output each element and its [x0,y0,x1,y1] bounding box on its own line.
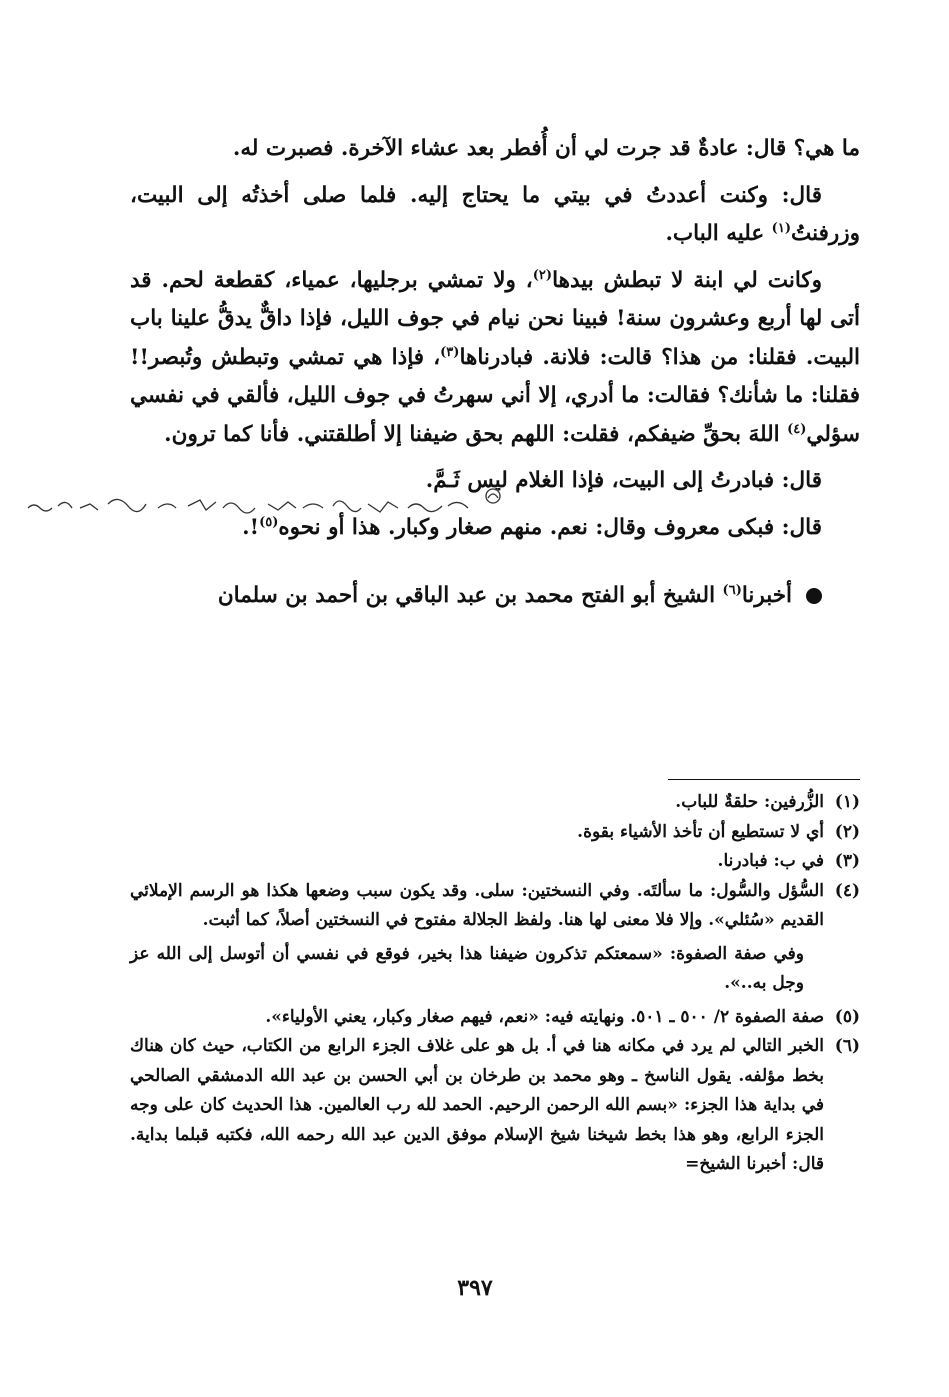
footnote-1 [130,788,860,818]
paragraph-2 [130,177,860,254]
main-text [130,130,860,616]
paragraph-3 [130,262,860,455]
handwritten-margin-note [18,478,518,526]
footnote-number: (٤) [834,880,860,901]
footnote-text: السُّؤل والسُّول: ما سألتَه. وفي النسختين: سلى. وقد يكون سبب وضعها هكذا هو الرسم الإملائي القديم «سُئلي». وإلا فلا معنى لها هنا. ولفظ الجلالة مفتوح في النسختين أصلاً، كما أثبت. [130,880,824,930]
footnote-ref-5[interactable]: (٥) [259,514,279,530]
paragraph-5-text: قال: فبكى معروف وقال: نعم. منهم صغار وكبار. هذا أو نحوه [278,514,822,540]
paragraph-3-text-2: ، ولا تمشي برجليها، عمياء، كقطعة لحم. قد أتى لها أربع وعشرون سنة! فبينا نحن نيام في جوف الليل، فإذا داقٌّ يدقُّ علينا باب البيت. فقلنا: من هذا؟ قالت: فلانة. فبادرناها [130,267,860,370]
footnote-text: أي لا تستطيع أن تأخذ الأشياء بقوة. [577,821,824,842]
footnote-4-continuation [130,940,860,999]
footnote-3 [130,847,860,877]
footnote-text: في ب: فبادرنا. [717,851,824,871]
page-number: ٣٩٧ [457,1275,493,1301]
footnote-number: (٥) [834,1006,860,1027]
paragraph-2-text: قال: وكنت أعددتُ في بيتي ما يحتاج إليه. فلما صلى أخذتُه إلى البيت، وزرفنتُ [130,182,860,246]
paragraph-1-text: ما هي؟ قال: عادةٌ قد جرت لي أن أُفطر بعد عشاء الآخرة. فصبرت له. [232,136,860,161]
footnote-ref-4[interactable]: (٤) [787,421,807,437]
footnote-2 [130,818,860,848]
footnote-text: الزُّرفين: حلقةٌ للباب. [675,792,824,812]
footnote-text: صفة الصفوة ٢/ ٥٠٠ ـ ٥٠١. ونهايته فيه: «نعم، فيهم صغار وكبار، يعني الأولياء». [265,1006,824,1027]
footnote-text: الخبر التالي لم يرد في مكانه هنا في أ. بل هو على غلاف الجزء الرابع من الكتاب، حيث كان هناك بخط مؤلفه. يقول الناسخ ـ وهو محمد بن طرخان بن أبي الحسن بن عبد الله الدمشقي الصالحي في بداية هذا الجزء: «بسم الله الرحمن الرحيم. الحمد لله رب العالمين. هذا الحديث كان على وجه الجزء الرابع، وهو هذا بخط شيخنا شيخ الإسلام موفق الدين عبد الله رحمه الله، فكتبه قبلما بداية. قال: أخبرنا الشيخ= [130,1036,824,1174]
footnote-number: (٣) [834,851,860,871]
paragraph-6 [130,577,860,616]
footnote-number: (٦) [834,1036,860,1056]
paragraph-5-text-end: !. [242,514,260,540]
paragraph-6-text: أخبرنا [741,583,792,608]
footnote-ref-6[interactable]: (٦) [722,582,742,598]
footnote-text: وفي صفة الصفوة: «سمعتكم تذكرون ضيفنا هذا بخير، فوقع في نفسي أن أتوسل إلى الله عز وجل به..». [130,943,804,993]
paragraph-1 [130,130,860,169]
paragraph-2-text-end: عليه الباب. [665,221,772,246]
paragraph-3-text: وكانت لي ابنة لا تبطش بيدها [552,267,823,293]
bullet-icon [806,588,822,604]
footnote-ref-2[interactable]: (٢) [532,267,553,283]
footnote-ref-1[interactable]: (١) [771,220,791,236]
footnote-5 [130,1003,860,1033]
paragraph-6-text-end: الشيخ أبو الفتح محمد بن عبد الباقي بن أحمد بن سلمان [217,583,723,608]
footnote-number: (١) [834,792,860,812]
footnote-4 [130,877,860,936]
footnote-ref-3[interactable]: (٣) [440,344,460,360]
footnote-6 [130,1032,860,1180]
paragraph-3-text-3: ، فإذا هي تمشي وتبطش وتُبصر!! فقلنا: ما شأنك؟ فقالت: ما أدري، إلا أني سهرتُ في جوف الليل، فألقي في نفسي سؤلي [130,344,860,447]
paragraph-3-text-4: اللهَ بحقِّ ضيفكم، فقلت: اللهم بحق ضيفنا إلا أطلقتني. فأنا كما ترون. [164,421,788,447]
footnotes-section [130,788,860,1180]
paragraph-4-text: قال: فبادرتُ إلى البيت، فإذا الغلام ليس ثَـمَّ. [425,468,822,493]
footnote-divider [668,779,860,780]
footnote-number: (٢) [834,821,860,842]
